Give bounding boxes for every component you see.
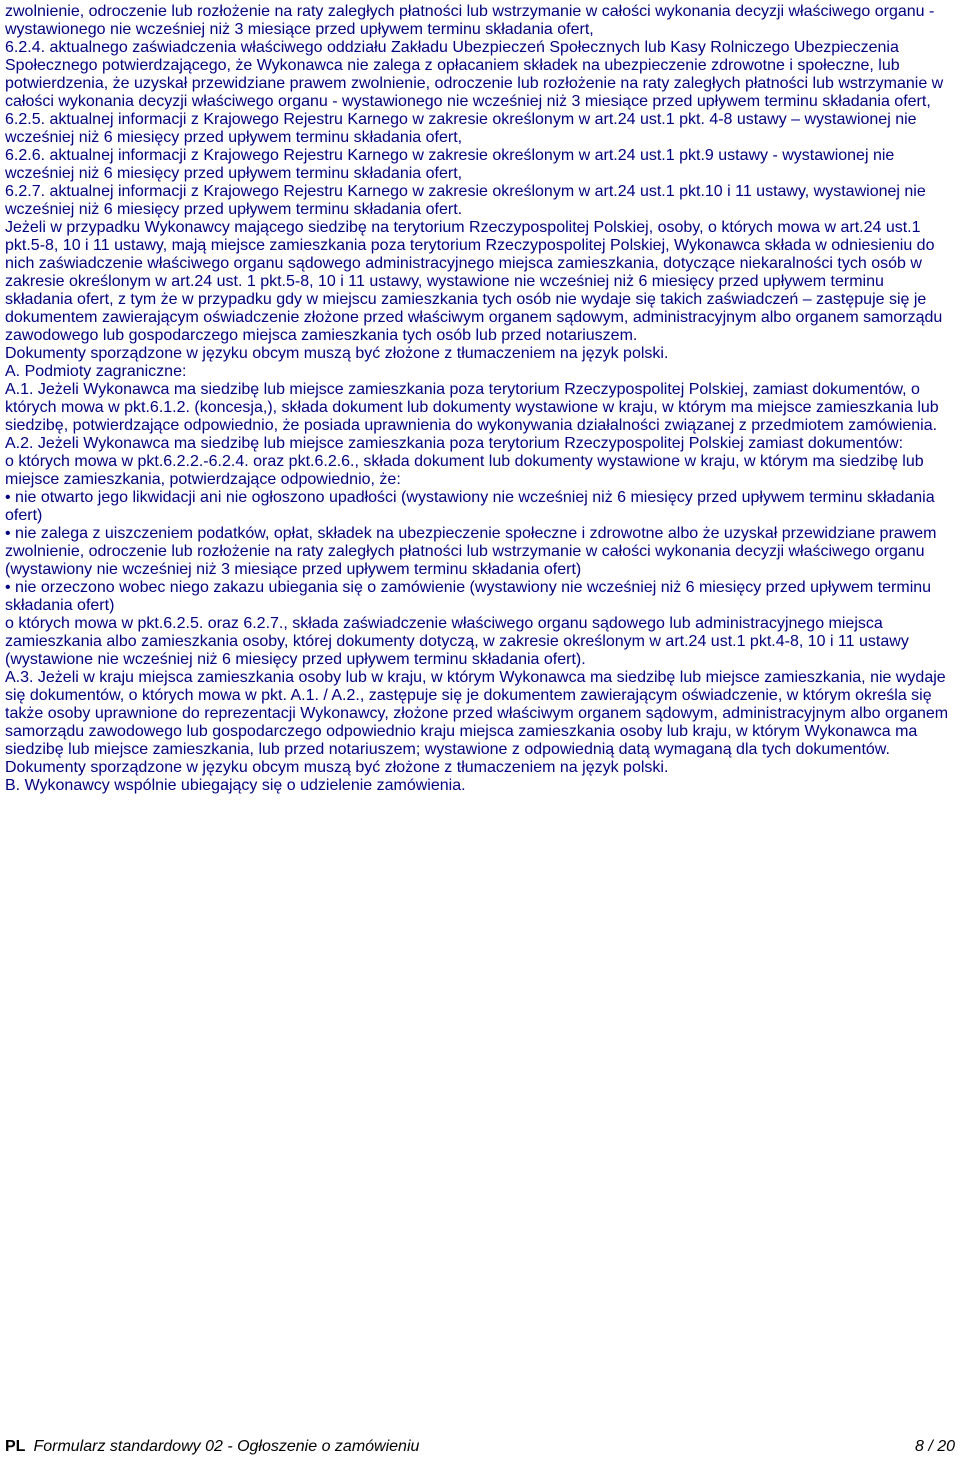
paragraph-a3: A.3. Jeżeli w kraju miejsca zamieszkania osoby lub w kraju, w którym Wykonawca ma siedzibę lub miejsce zamieszkania, nie wydaje się dokumentów, o których mowa w pkt. A.1. / A.2., zastępuje się je dokumentem zawierającym oświadczenie, w którym określa się także osoby uprawnione do reprezentacji Wykonawcy, złożone przed właściwym organem sądowym, administracyjnym albo organem samorządu zawodowego lub gospodarczego odpowiednio kraju miejsca zamieszkania osoby lub kraju, w którym Wykonawca ma siedzibę lub miejsce zamieszkania, lub przed notariuszem; wystawione z odpowiednią datą wymaganą dla tych dokumentów. xyxy=(5,669,949,758)
paragraph-6-2-4: 6.2.4. aktualnego zaświadczenia właściwego oddziału Zakładu Ubezpieczeń Społecznych lub Kasy Rolniczego Ubezpieczenia Społecznego potwierdzającego, że Wykonawca nie zalega z opłacaniem składek na ubezpieczenie zdrowotne i społeczne, lub potwierdzenia, że uzyskał przewidziane prawem zwolnienie, odroczenie lub rozłożenie na raty zaległych płatności lub wstrzymanie w całości wykonania decyzji właściwego organu - wystawionego nie wcześniej niż 3 miesiące przed upływem terminu składania ofert, xyxy=(5,39,944,110)
paragraph-a2: A.2. Jeżeli Wykonawca ma siedzibę lub miejsce zamieszkania poza terytorium Rzeczypospolitej Polskiej zamiast dokumentów: xyxy=(5,435,904,452)
paragraph-6-2-6: 6.2.6. aktualnej informacji z Krajowego Rejestru Karnego w zakresie określonym w art.24 ust.1 pkt.9 ustawy - wystawionej nie wcześniej niż 6 miesięcy przed upływem terminu składania ofert, xyxy=(5,147,895,182)
paragraph-6-2-7: 6.2.7. aktualnej informacji z Krajowego Rejestru Karnego w zakresie określonym w art.24 ust.1 pkt.10 i 11 ustawy, wystawionej nie wcześniej niż 6 miesięcy przed upływem terminu składania ofert. xyxy=(5,183,926,218)
paragraph-a2-criminal-record: o których mowa w pkt.6.2.5. oraz 6.2.7., składa zaświadczenie właściwego organu sądowego lub administracyjnego miejsca zamieszkania albo zamieszkania osoby, której dokumenty dotyczą, w zakresie określonym w art.24 ust.1 pkt.4-8, 10 i 11 ustawy (wystawione nie wcześniej niż 6 miesięcy przed upływem terminu składania ofert). xyxy=(5,615,909,668)
paragraph-continuation: zwolnienie, odroczenie lub rozłożenie na raty zaległych płatności lub wstrzymanie w całości wykonania decyzji właściwego organu - wystawionego nie wcześniej niż 3 miesiące przed upływem terminu składania ofert, xyxy=(5,3,935,38)
section-heading-b: B. Wykonawcy wspólnie ubiegający się o udzielenie zamówienia. xyxy=(5,777,466,794)
paragraph-a2-documents: o których mowa w pkt.6.2.2.-6.2.4. oraz pkt.6.2.6., składa dokument lub dokumenty wystawione w kraju, w którym ma siedzibę lub miejsce zamieszkania, potwierdzające odpowiednio, że: xyxy=(5,453,924,488)
bullet-liquidation: • nie otwarto jego likwidacji ani nie ogłoszono upadłości (wystawiony nie wcześniej niż 6 miesięcy przed upływem terminu składania ofert) xyxy=(5,489,935,524)
bullet-ban: • nie orzeczono wobec niego zakazu ubiegania się o zamówienie (wystawiony nie wcześniej niż 6 miesięcy przed upływem terminu składania ofert) xyxy=(5,579,932,614)
footer-language: PL xyxy=(5,1438,26,1455)
paragraph-translation-note: Dokumenty sporządzone w języku obcym muszą być złożone z tłumaczeniem na język polski. xyxy=(5,345,669,362)
footer-page-number: 8 / 20 xyxy=(914,1438,955,1455)
bullet-taxes: • nie zalega z uiszczeniem podatków, opłat, składek na ubezpieczenie społeczne i zdrowotne albo że uzyskał przewidziane prawem zwolnienie, odroczenie lub rozłożenie na raty zaległych płatności lub wstrzymanie w całości wykonania decyzji właściwego organu (wystawiony nie wcześniej niż 3 miesiące przed upływem terminu składania ofert) xyxy=(5,525,937,578)
section-heading-a: A. Podmioty zagraniczne: xyxy=(5,363,187,380)
paragraph-a1: A.1. Jeżeli Wykonawca ma siedzibę lub miejsce zamieszkania poza terytorium Rzeczypospolitej Polskiej, zamiast dokumentów, o których mowa w pkt.6.1.2. (koncesja,), składa dokument lub dokumenty wystawione w kraju, w którym ma miejsce zamieszkania lub siedzibę, potwierdzające odpowiednio, że posiada uprawnienia do wykonywania działalności związanej z przedmiotem zamówienia. xyxy=(5,381,939,434)
paragraph-foreign-residents: Jeżeli w przypadku Wykonawcy mającego siedzibę na terytorium Rzeczypospolitej Polskiej, osoby, o których mowa w art.24 ust.1 pkt.5-8, 10 i 11 ustawy, mają miejsce zamieszkania poza terytorium Rzeczypospolitej Polskiej, Wykonawca składa w odniesieniu do nich zaświadczenie właściwego organu sądowego administracyjnego miejsca zamieszkania, dotyczące niekaralności tych osób w zakresie określonym w art.24 ust. 1 pkt.5-8, 10 i 11 ustawy, wystawione nie wcześniej niż 6 miesięcy przed upływem terminu składania ofert, z tym że w przypadku gdy w miejscu zamieszkania tych osób nie wydaje się takich zaświadczeń – zastępuje się je dokumentem zawierającym oświadczenie złożone przed właściwym organem sądowym, administracyjnym albo organem samorządu zawodowego lub gospodarczego miejsca zamieszkania tych osób lub przed notariuszem. xyxy=(5,219,943,344)
paragraph-translation-note-2: Dokumenty sporządzone w języku obcym muszą być złożone z tłumaczeniem na język polski. xyxy=(5,759,669,776)
footer-form-title: Formularz standardowy 02 - Ogłoszenie o zamówieniu xyxy=(33,1438,420,1455)
page-footer xyxy=(5,1437,955,1457)
document-body xyxy=(5,3,955,795)
paragraph-6-2-5: 6.2.5. aktualnej informacji z Krajowego Rejestru Karnego w zakresie określonym w art.24 ust.1 pkt. 4-8 ustawy – wystawionej nie wcześniej niż 6 miesięcy przed upływem terminu składania ofert, xyxy=(5,111,917,146)
